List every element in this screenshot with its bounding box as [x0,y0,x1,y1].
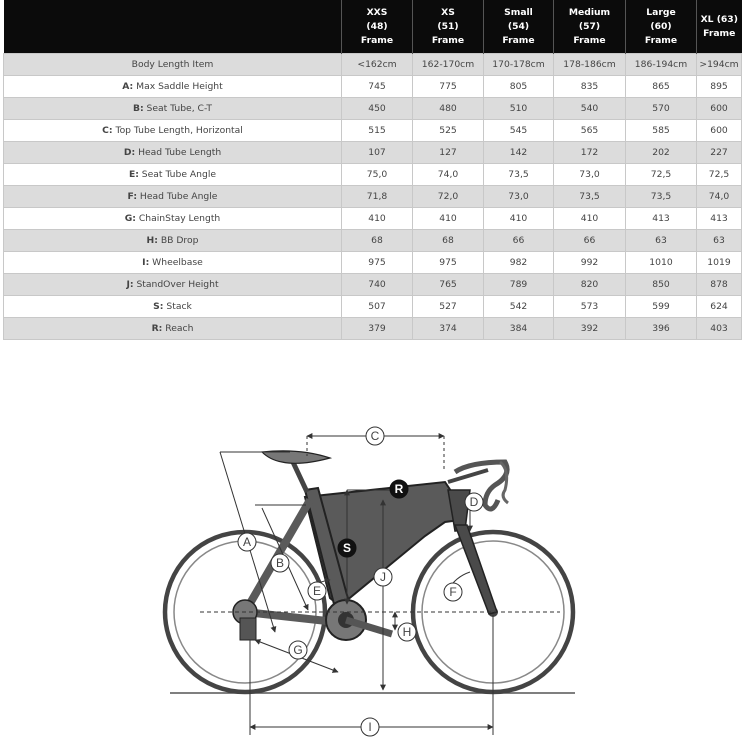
table-cell: 142 [484,142,554,164]
table-cell: 507 [342,296,413,318]
header-cell: Large (60) Frame [626,0,697,54]
table-cell: 186-194cm [626,54,697,76]
row-label: R: Reach [4,318,342,340]
svg-text:R: R [394,482,404,496]
table-cell: 992 [554,252,626,274]
svg-text:E: E [312,584,322,598]
label-C [366,427,384,445]
table-cell: 600 [697,98,742,120]
table-cell: 162-170cm [413,54,484,76]
label-S [338,539,356,557]
table-cell: 565 [554,120,626,142]
table-cell: 202 [626,142,697,164]
table-cell: 413 [626,208,697,230]
header-cell: Small (54) Frame [484,0,554,54]
svg-text:G: G [293,643,303,657]
svg-text:B: B [275,556,285,570]
svg-text:H: H [402,625,412,639]
table-cell: 835 [554,76,626,98]
table-cell: 1010 [626,252,697,274]
table-cell: 413 [697,208,742,230]
table-cell: 540 [554,98,626,120]
row-label: C: Top Tube Length, Horizontal [4,120,342,142]
table-cell: 74,0 [697,186,742,208]
table-cell: 63 [697,230,742,252]
table-cell: 975 [413,252,484,274]
table-cell: 374 [413,318,484,340]
table-cell: <162cm [342,54,413,76]
label-I [361,718,379,736]
table-cell: 570 [626,98,697,120]
table-cell: 820 [554,274,626,296]
label-J [374,568,392,586]
table-cell: 66 [484,230,554,252]
frame [242,482,497,622]
table-cell: 68 [413,230,484,252]
table-cell: 71,8 [342,186,413,208]
row-label: E: Seat Tube Angle [4,164,342,186]
row-label: S: Stack [4,296,342,318]
svg-text:A: A [242,535,252,549]
table-cell: 403 [697,318,742,340]
table-cell: 410 [413,208,484,230]
table-cell: 68 [342,230,413,252]
table-cell: 599 [626,296,697,318]
label-G [289,641,307,659]
table-cell: 865 [626,76,697,98]
table-cell: 74,0 [413,164,484,186]
table-cell: 73,5 [484,164,554,186]
table-cell: 600 [697,120,742,142]
table-cell: 170-178cm [484,54,554,76]
table-cell: 895 [697,76,742,98]
header-cell: XXS (48) Frame [342,0,413,54]
table-cell: 850 [626,274,697,296]
svg-text:I: I [368,720,372,734]
table-cell: 515 [342,120,413,142]
table-cell: 379 [342,318,413,340]
table-cell: 73,0 [554,164,626,186]
table-cell: 72,0 [413,186,484,208]
table-cell: 542 [484,296,554,318]
svg-text:F: F [449,585,457,599]
header-cell: Medium (57) Frame [554,0,626,54]
table-cell: 624 [697,296,742,318]
svg-text:J: J [380,570,386,584]
table-cell: 410 [342,208,413,230]
table-cell: 745 [342,76,413,98]
table-cell: 982 [484,252,554,274]
table-cell: 66 [554,230,626,252]
table-cell: 1019 [697,252,742,274]
table-cell: 510 [484,98,554,120]
table-cell: 72,5 [626,164,697,186]
table-cell: 573 [554,296,626,318]
seatpost-saddle [262,451,330,492]
table-cell: 765 [413,274,484,296]
table-cell: 227 [697,142,742,164]
table-cell: 527 [413,296,484,318]
table-cell: 107 [342,142,413,164]
table-cell: 73,0 [484,186,554,208]
header-cell: XL (63) Frame [697,0,742,54]
table-cell: 585 [626,120,697,142]
svg-text:C: C [370,429,380,443]
table-cell: 73,5 [554,186,626,208]
table-cell: 775 [413,76,484,98]
row-label: A: Max Saddle Height [4,76,342,98]
label-D [465,493,483,511]
row-label: I: Wheelbase [4,252,342,274]
table-cell: 384 [484,318,554,340]
table-cell: 72,5 [697,164,742,186]
svg-text:S: S [342,541,352,555]
svg-text:D: D [469,495,479,509]
label-A [238,533,256,551]
table-cell: 127 [413,142,484,164]
table-cell: 178-186cm [554,54,626,76]
table-cell: 172 [554,142,626,164]
table-cell: 410 [484,208,554,230]
table-cell: 63 [626,230,697,252]
table-cell: >194cm [697,54,742,76]
table-cell: 740 [342,274,413,296]
label-B [271,554,289,572]
table-cell: 396 [626,318,697,340]
table-cell: 75,0 [342,164,413,186]
row-label: H: BB Drop [4,230,342,252]
label-E [308,582,326,600]
row-label: Body Length Item [4,54,342,76]
row-label: D: Head Tube Length [4,142,342,164]
table-cell: 789 [484,274,554,296]
table-cell: 480 [413,98,484,120]
label-F [444,583,462,601]
table-cell: 392 [554,318,626,340]
table-cell: 450 [342,98,413,120]
table-cell: 975 [342,252,413,274]
row-label: B: Seat Tube, C-T [4,98,342,120]
table-cell: 805 [484,76,554,98]
table-cell: 545 [484,120,554,142]
table-cell: 73,5 [626,186,697,208]
label-R [390,480,408,498]
table-cell: 410 [554,208,626,230]
table-cell: 525 [413,120,484,142]
row-label: F: Head Tube Angle [4,186,342,208]
header-cell: XS (51) Frame [413,0,484,54]
table-cell: 878 [697,274,742,296]
row-label: G: ChainStay Length [4,208,342,230]
label-H [398,623,416,641]
row-label: J: StandOver Height [4,274,342,296]
